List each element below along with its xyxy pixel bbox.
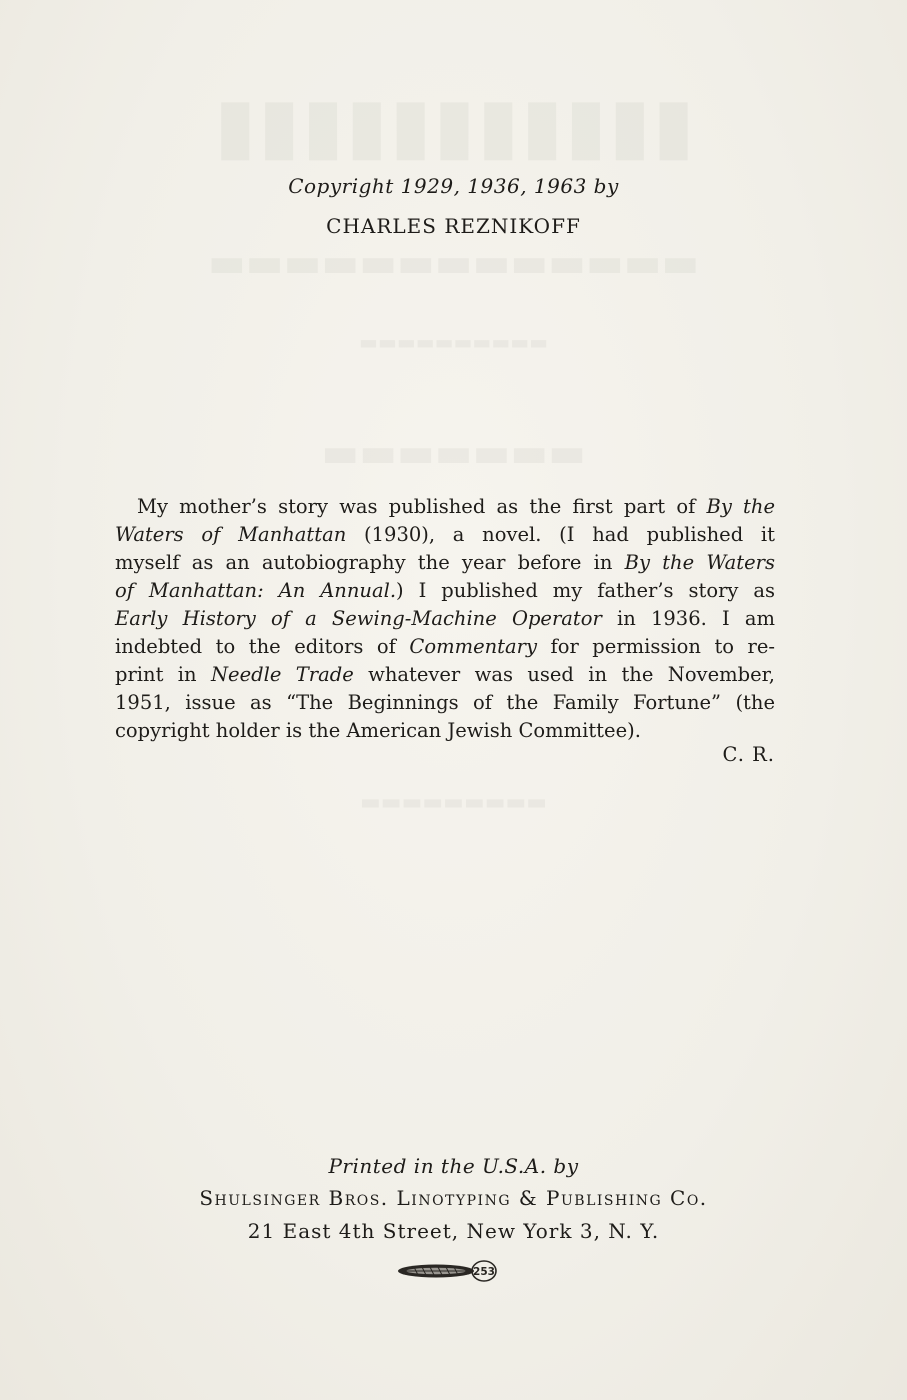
- show-through-decoration: ▬▬▬▬▬▬▬▬▬: [359, 790, 548, 815]
- note-line: copyright holder is the American Jewish Committee).: [115, 719, 641, 742]
- union-label-number: 253: [473, 1266, 495, 1278]
- author-note: [115, 493, 775, 745]
- printed-in-line: Printed in the U.S.A. by: [328, 1154, 579, 1178]
- note-line: print in Needle Trade whatever was used in the November,: [115, 663, 776, 686]
- union-label-icon: [396, 1258, 500, 1284]
- note-line: 1951, issue as “The Beginnings of the Family Fortune” (the: [115, 691, 775, 714]
- note-line: of Manhattan: An Annual.) I published my father’s story as: [115, 579, 775, 602]
- note-line: Early History of a Sewing-Machine Operator in 1936. I am: [115, 607, 775, 630]
- note-initials: C. R.: [722, 743, 775, 766]
- note-line: Waters of Manhattan (1930), a novel. (I had published it: [115, 523, 775, 546]
- note-line: myself as an autobiography the year before in By the Waters: [115, 551, 776, 574]
- show-through-decoration: ▬▬▬▬▬▬▬▬▬▬: [359, 330, 548, 354]
- note-line: My mother’s story was published as the first part of By the: [137, 495, 775, 518]
- printer-address: 21 East 4th Street, New York 3, N. Y.: [247, 1219, 660, 1243]
- show-through-decoration: ▬▬▬▬▬▬▬: [321, 430, 586, 476]
- show-through-decoration: ▮▮▮▮▮▮▮▮▮▮▮: [212, 80, 695, 169]
- printer-name: Shulsinger Bros. Linotyping & Publishing Co.: [199, 1186, 708, 1210]
- note-line: indebted to the editors of Commentary for permission to re-: [115, 635, 775, 658]
- copyright-holder: CHARLES REZNIKOFF: [326, 214, 581, 238]
- show-through-decoration: ▬▬▬▬▬▬▬▬▬▬▬▬▬: [207, 240, 700, 286]
- copyright-statement: Copyright 1929, 1936, 1963 by: [288, 174, 619, 198]
